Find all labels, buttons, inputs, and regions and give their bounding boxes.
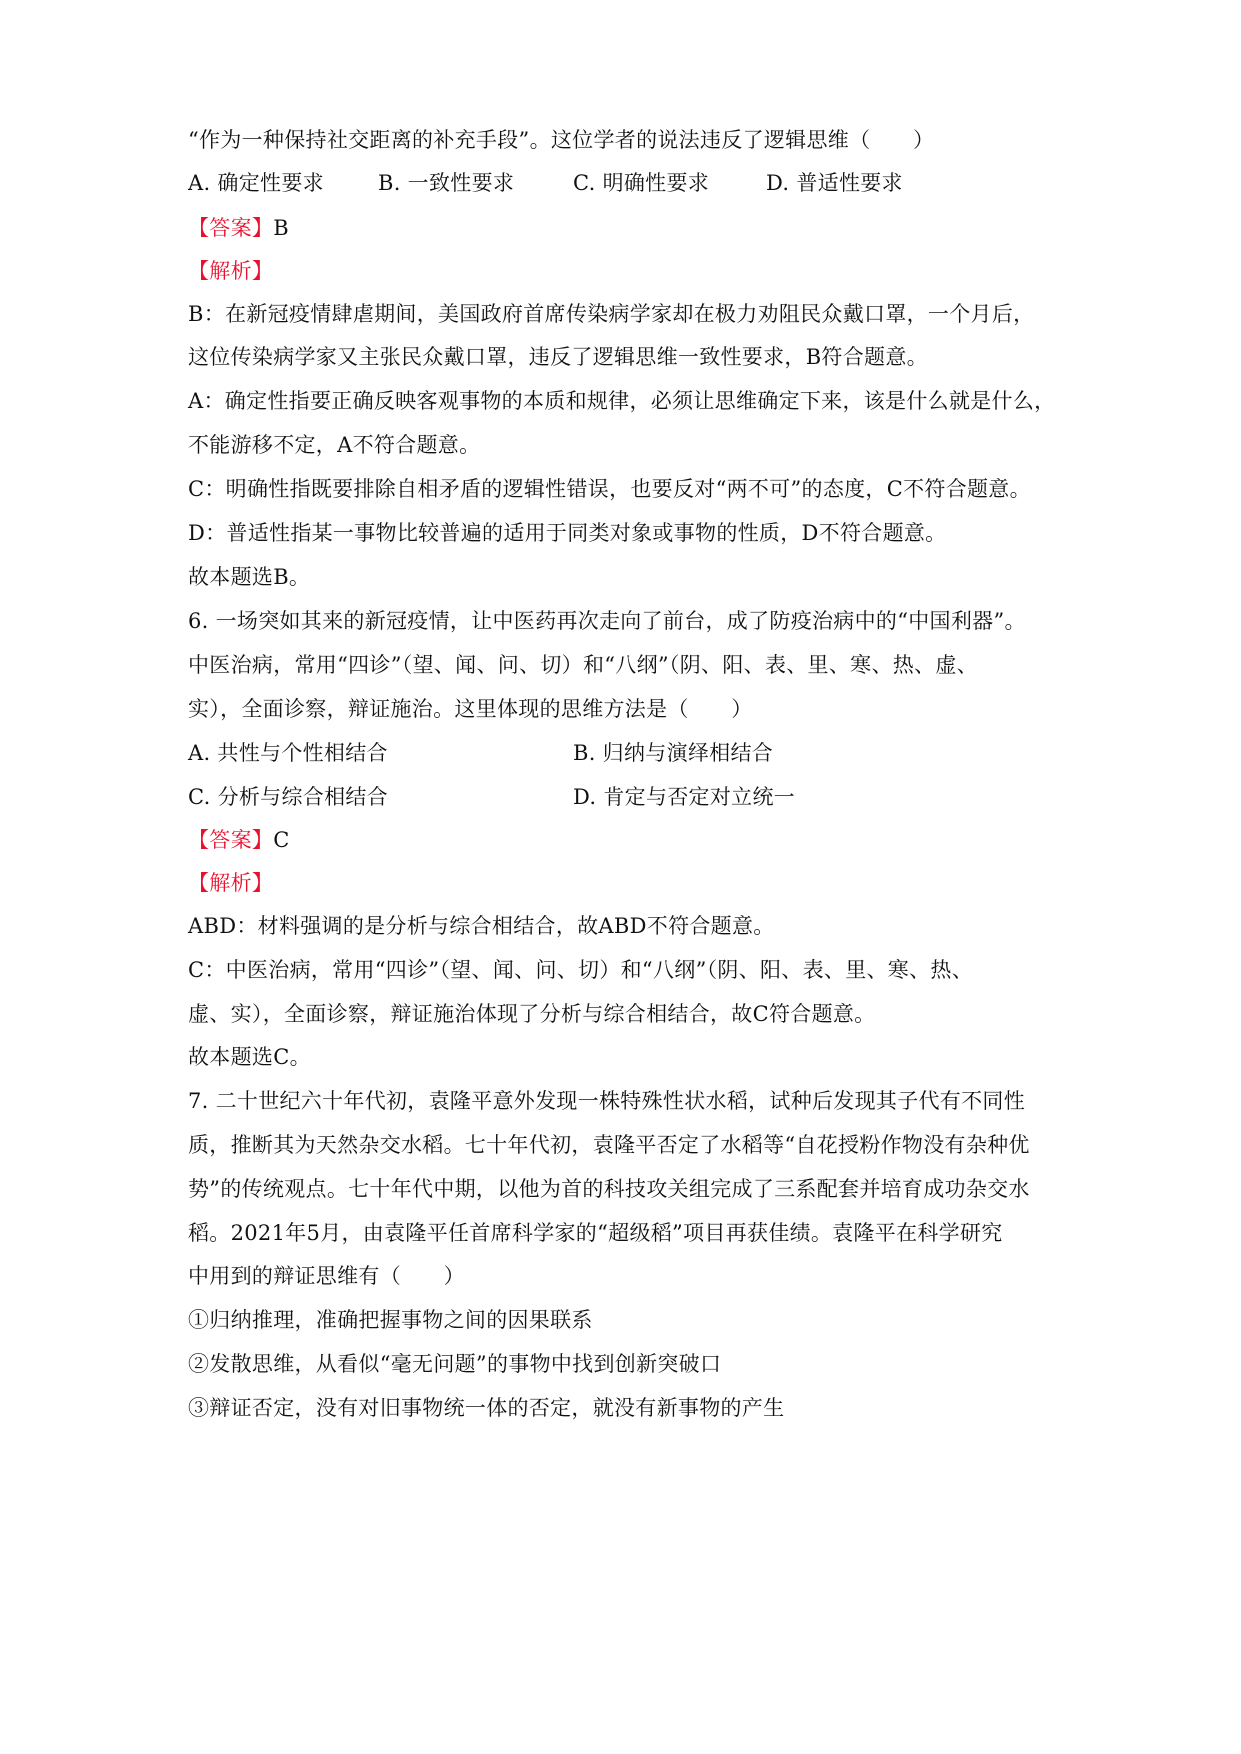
- analysis-label: 【解析】: [188, 259, 274, 283]
- answer-value: B: [273, 216, 289, 240]
- analysis-line: 这位传染病学家又主张民众戴口罩，违反了逻辑思维一致性要求，B符合题意。: [188, 345, 928, 369]
- question-stem-line: 6. 一场突如其来的新冠疫情，让中医药再次走向了前台，成了防疫治病中的“中国利器”。: [188, 609, 1026, 633]
- answer-line: [188, 825, 290, 855]
- option-d: D. 肯定与否定对立统一: [573, 785, 796, 809]
- question-stem-line: 中用到的辩证思维有（ ）: [188, 1264, 465, 1288]
- option-a: A. 共性与个性相结合: [188, 741, 388, 765]
- question-stem-line: “作为一种保持社交距离的补充手段”。这位学者的说法违反了逻辑思维（ ）: [188, 128, 935, 152]
- analysis-line: A：确定性指要正确反映客观事物的本质和规律，必须让思维确定下来，该是什么就是什么，: [188, 389, 1056, 413]
- option-c: C. 明确性要求: [573, 171, 710, 195]
- analysis-label: 【解析】: [188, 871, 274, 895]
- analysis-line: 虚、实），全面诊察，辩证施治体现了分析与综合相结合，故C符合题意。: [188, 1002, 876, 1026]
- question-stem-line: 7. 二十世纪六十年代初，袁隆平意外发现一株特殊性状水稻，试种后发现其子代有不同性: [188, 1089, 1026, 1113]
- question-stem-line: 质，推断其为天然杂交水稻。七十年代初，袁隆平否定了水稻等“自花授粉作物没有杂种优: [188, 1133, 1030, 1157]
- analysis-line: C：明确性指既要排除自相矛盾的逻辑性错误，也要反对“两不可”的态度，C不符合题意。: [188, 477, 1031, 501]
- option-d: D. 普适性要求: [766, 171, 903, 195]
- analysis-line: C：中医治病，常用“四诊”（望、闻、问、切）和“八纲”（阴、阳、表、里、寒、热、: [188, 958, 974, 982]
- answer-label: 【答案】: [188, 216, 274, 240]
- analysis-line: 故本题选C。: [188, 1045, 311, 1069]
- analysis-line: 不能游移不定，A不符合题意。: [188, 433, 481, 457]
- choice-item: ②发散思维，从看似“毫无问题”的事物中找到创新突破口: [188, 1352, 722, 1376]
- question-stem-line: 稻。2021年5月，由袁隆平任首席科学家的“超级稻”项目再获佳绩。袁隆平在科学研究: [188, 1221, 1003, 1245]
- question-stem-line: 中医治病，常用“四诊”（望、闻、问、切）和“八纲”（阴、阳、表、里、寒、热、虚、: [188, 653, 978, 677]
- option-b: B. 一致性要求: [378, 171, 515, 195]
- answer-line: [188, 213, 289, 243]
- choice-item: ①归纳推理，准确把握事物之间的因果联系: [188, 1308, 593, 1332]
- choice-item: ③辩证否定，没有对旧事物统一体的否定，就没有新事物的产生: [188, 1396, 785, 1420]
- analysis-line: 故本题选B。: [188, 565, 311, 589]
- option-b: B. 归纳与演绎相结合: [573, 741, 774, 765]
- answer-value: C: [273, 828, 290, 852]
- analysis-line: D：普适性指某一事物比较普遍的适用于同类对象或事物的性质，D不符合题意。: [188, 521, 947, 545]
- option-a: A. 确定性要求: [188, 171, 324, 195]
- analysis-line: ABD：材料强调的是分析与综合相结合，故ABD不符合题意。: [188, 914, 775, 938]
- question-stem-line: 实），全面诊察，辩证施治。这里体现的思维方法是（ ）: [188, 697, 753, 721]
- option-c: C. 分析与综合相结合: [188, 785, 388, 809]
- question-stem-line: 势”的传统观点。七十年代中期，以他为首的科技攻关组完成了三系配套并培育成功杂交水: [188, 1177, 1030, 1201]
- analysis-line: B：在新冠疫情肆虐期间，美国政府首席传染病学家却在极力劝阻民众戴口罩，一个月后，: [188, 302, 1035, 326]
- answer-label: 【答案】: [188, 828, 274, 852]
